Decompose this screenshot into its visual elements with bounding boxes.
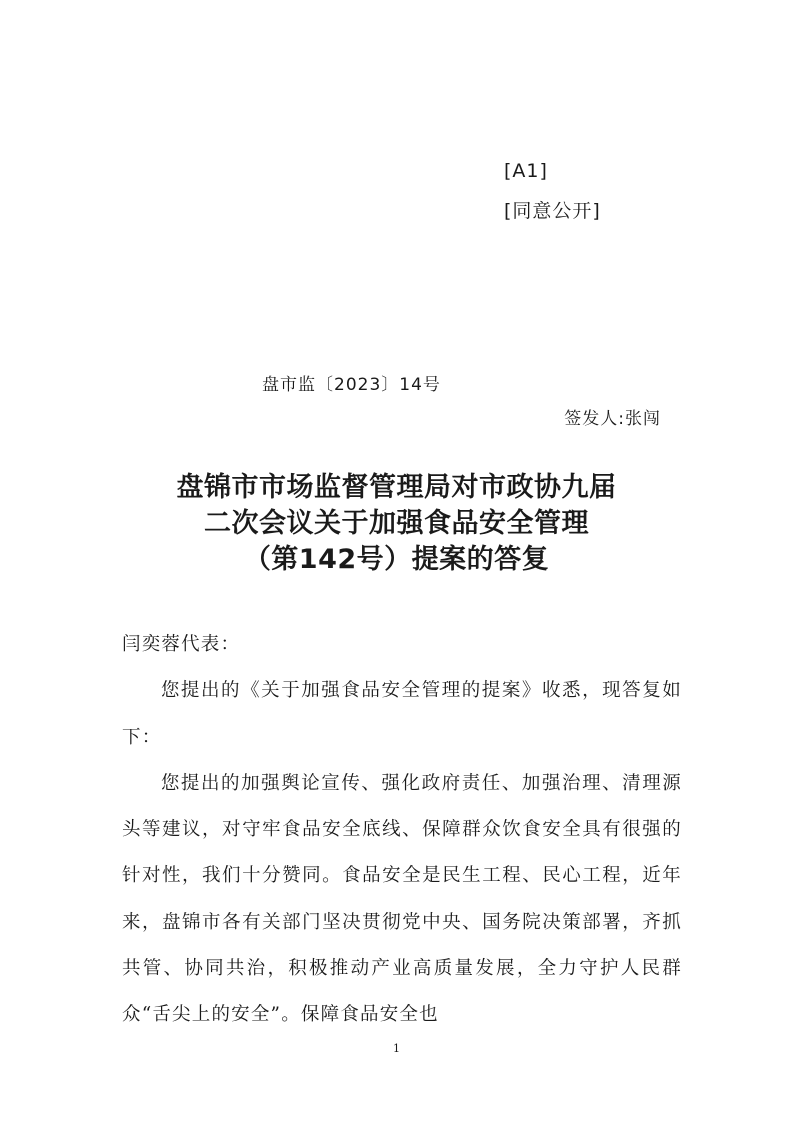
page-number: 1 (393, 1042, 400, 1055)
document-title (0, 470, 793, 578)
body-paragraph: 您提出的《关于加强食品安全管理的提案》收悉，现答复如下： (122, 680, 682, 748)
salutation: 闫奕蓉代表： (122, 634, 241, 655)
document-body (122, 622, 682, 1039)
title-line: （第142号）提案的答复 (243, 544, 550, 575)
disclosure-tag: [同意公开] (504, 200, 601, 222)
body-paragraph: 您提出的加强舆论宣传、强化政府责任、加强治理、清理源头等建议，对守牢食品安全底线、保障群众饮食安全具有很强的针对性，我们十分赞同。食品安全是民生工程、民心工程，近年来，盘锦市各有关部门坚决贯彻党中央、国务院决策部署，齐抓共管、协同共治，积极推动产业高质量发展，全力守护人民群众“舌尖上的安全”。保障食品安全也 (122, 772, 682, 1026)
title-line: 二次会议关于加强食品安全管理 (204, 508, 589, 539)
title-line: 盘锦市市场监督管理局对市政协九届 (176, 472, 617, 503)
signer: 签发人:张闯 (564, 409, 661, 429)
category-tag: [A1] (504, 160, 548, 182)
document-number: 盘市监〔2023〕14号 (262, 375, 441, 395)
